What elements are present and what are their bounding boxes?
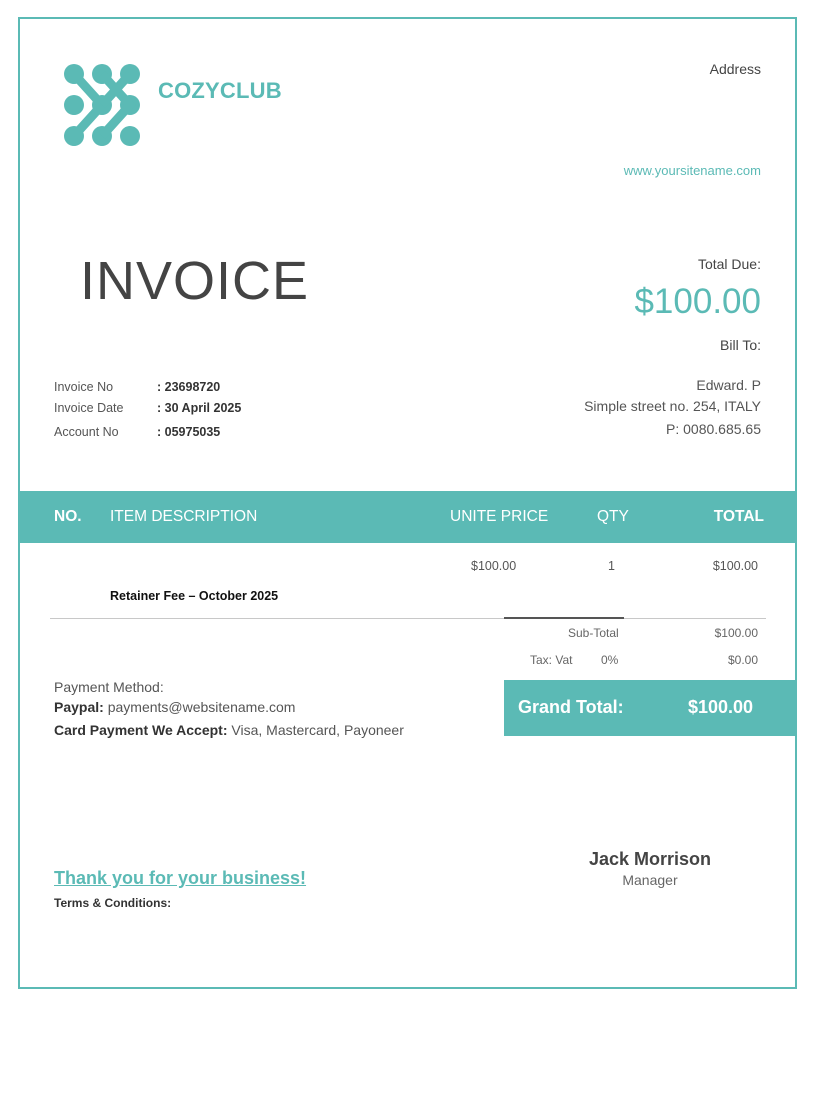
bill-to-label: Bill To: [720, 337, 761, 353]
paypal-label: Paypal: [54, 699, 104, 715]
signer-name: Jack Morrison [588, 849, 712, 869]
tax-label: Tax: Vat [530, 653, 573, 667]
company-address: Address [709, 61, 761, 77]
total-due-label: Total Due: [697, 256, 761, 272]
payment-method-heading: Payment Method: [54, 679, 164, 695]
thank-you-message: Thank you for your business! [54, 868, 307, 888]
invoice-date-label: Invoice Date [54, 401, 124, 415]
client-street: Simple street no. 254, ITALY [584, 398, 761, 414]
tax-rate: 0% [601, 653, 619, 667]
header-qty: QTY [597, 508, 629, 525]
card-payment-options: Visa, Mastercard, Payoneer [231, 722, 404, 738]
header-total: TOTAL [713, 508, 764, 525]
client-phone: P: 0080.685.65 [666, 421, 761, 437]
row-qty: 1 [608, 559, 615, 573]
brand-name: COZYCLUB [158, 78, 282, 103]
invoice-no-value: : 23698720 [157, 380, 221, 394]
paypal-line [54, 699, 295, 715]
signer-role: Manager [622, 872, 678, 888]
header-unit-price: UNITE PRICE [450, 508, 549, 525]
invoice-title: INVOICE [80, 251, 310, 311]
account-no-value: : 05975035 [157, 425, 221, 439]
items-table-header [20, 491, 795, 543]
invoice-no-label: Invoice No [54, 380, 114, 394]
account-no-label: Account No [54, 425, 119, 439]
row-description: Retainer Fee – October 2025 [110, 589, 279, 603]
terms-conditions: Terms & Conditions: [54, 896, 172, 910]
subtotal-value: $100.00 [714, 626, 758, 640]
grand-total-box [504, 680, 795, 736]
subtotal-label: Sub-Total [568, 626, 619, 640]
grand-total-label: Grand Total: [518, 697, 624, 717]
company-website[interactable]: www.yoursitename.com [623, 163, 761, 178]
total-due-amount: $100.00 [634, 282, 761, 321]
header-no: NO. [54, 508, 82, 525]
dots-network-logo [63, 63, 141, 151]
summary-divider [504, 617, 624, 619]
row-total: $100.00 [712, 559, 758, 573]
paypal-email: payments@websitename.com [107, 699, 296, 715]
table-divider [50, 618, 766, 619]
row-unit-price: $100.00 [471, 559, 517, 573]
client-name: Edward. P [696, 377, 761, 393]
invoice-date-value: : 30 April 2025 [157, 401, 242, 415]
card-payment-label: Card Payment We Accept: [54, 722, 228, 738]
card-payment-line [54, 722, 404, 738]
tax-value: $0.00 [727, 653, 758, 667]
header-description: ITEM DESCRIPTION [110, 508, 258, 525]
grand-total-value: $100.00 [688, 697, 754, 717]
